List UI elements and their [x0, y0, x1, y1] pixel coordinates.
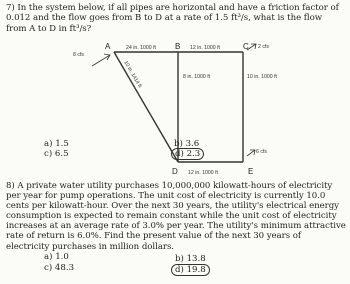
pipe-de-label: 12 in. 1000 ft	[188, 170, 218, 176]
node-a-label: A	[105, 42, 111, 51]
q7-answer-d-circled	[171, 149, 204, 159]
node-b-label: B	[175, 42, 181, 51]
question-7-text: 7) In the system below, if all pipes are horizontal and have a friction factor of 0.012 and the flow goes from B to D at a rate of 1.5 ft³/s, what is the flow from A to D in ft³/s?	[6, 3, 339, 34]
inflow-a-label: 8 cfs	[73, 52, 84, 58]
pipe-ab-label: 24 in. 1000 ft	[126, 45, 156, 51]
q8-answer-c: c) 48.3	[44, 263, 75, 273]
pipe-bd-label: 8 in. 1000 ft	[183, 74, 211, 80]
pipe-ad-label: 10 in. 1414 ft	[122, 59, 143, 89]
q7-answer-d: d) 2.3	[171, 148, 204, 160]
q7-answer-a: a) 1.5	[44, 139, 69, 149]
pipe-ce-label: 10 in. 1000 ft	[247, 74, 277, 80]
q7-answer-b: b) 3.6	[174, 139, 200, 149]
question-8-text: 8) A private water utility purchases 10,000,000 kilowatt-hours of electricity per year for pump operations. The unit cost of electricity is currently 10.0 cents per kilowatt-hour. Over the next 30 years, the utility's electrical energy consumption is expected to remain constant while the unit cost of electricity increases at an average rate of 3.0% per year. The utility's minimum attractive rate of return is 6.0%. Find the present value of the next 30 years of electricity purchases in million dollars.	[6, 181, 346, 252]
q8-answer-b: b) 13.8	[175, 254, 206, 264]
q7-answer-c: c) 6.5	[44, 149, 69, 159]
pipe-bc-label: 12 in. 1000 ft	[190, 45, 220, 51]
outflow-arrow-e	[247, 150, 255, 156]
q8-answer-d: d) 19.8	[171, 264, 210, 276]
node-d-label: D	[172, 167, 178, 176]
outflow-e-label: 6 cfs	[256, 149, 267, 155]
node-e-label: E	[248, 167, 254, 176]
node-c-label: C	[243, 42, 249, 51]
inflow-arrow-a	[92, 55, 110, 66]
outflow-c-label: 2 cfs	[258, 44, 269, 50]
q8-answer-d-circled	[171, 265, 210, 275]
pipe-ad	[114, 52, 178, 162]
q8-answer-a: a) 1.0	[44, 252, 69, 262]
